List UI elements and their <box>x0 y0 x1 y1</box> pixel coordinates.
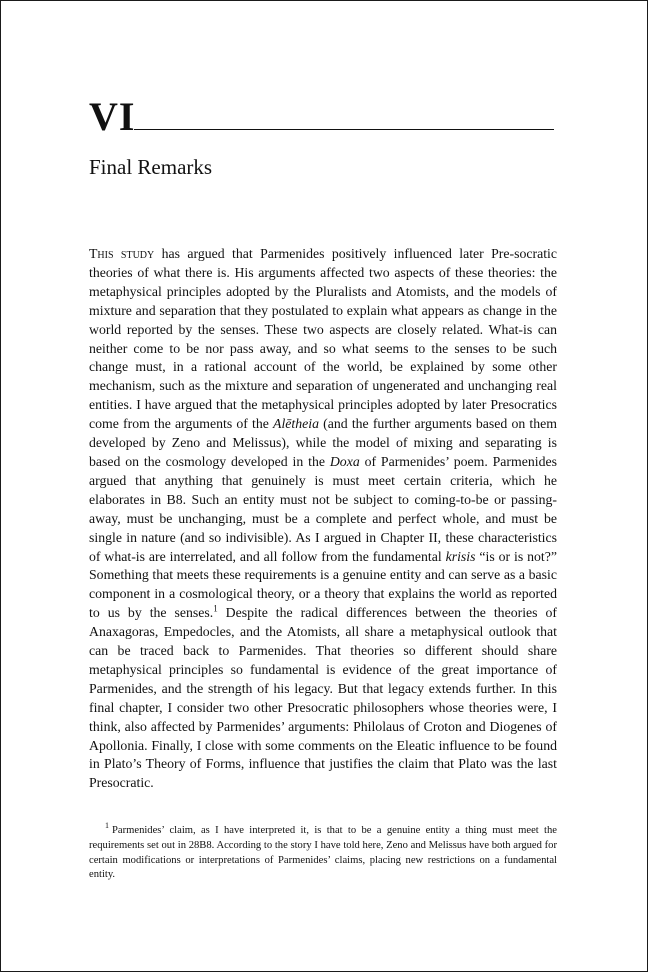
text-segment: “is or is not?” Something that meets these requirements is a genuine entity and can serve as a basic component in a cosmological theory, or a theory that explains the world as reported to us by the senses. <box>89 548 557 621</box>
body-paragraph <box>89 245 557 793</box>
footnote-marker: 1 <box>105 821 109 831</box>
text-segment: (and the further arguments based on them developed by Zeno and Melissus), while the model of mixing and separating is based on the cosmology developed in the <box>89 416 557 469</box>
text-segment: Despite the radical differences between the theories of Anaxagoras, Empedocles, and the Atomists, all share a metaphysical outlook that can be traced back to Parmenides. That theories so different should share metaphysical principles so fundamental is evidence of the great importance of Parmenides, and the strength of his legacy. But that legacy extends further. In this final chapter, I consider two other Presocratic philosophers whose theories were, I think, also affected by Parmenides’ arguments: Philolaus of Croton and Diogenes of Apollonia. Finally, I close with some comments on the Eleatic influence to be found in Plato’s Theory of Forms, influence that justifies the claim that Plato was the last Presocratic. <box>89 605 557 791</box>
chapter-rule <box>134 129 554 130</box>
paragraph <box>89 245 557 793</box>
term-aletheia: Alētheia <box>273 416 320 432</box>
chapter-number: VI <box>89 94 136 139</box>
footnote-reference[interactable]: 1 <box>213 603 218 614</box>
footnote-text: Parmenides’ claim, as I have interpreted it, is that to be a genuine entity a thing must meet the requirements set out in 28B8. According to the story I have told here, Zeno and Melissus have both argued for certain modifications or interpretations of Parmenides’ claims, placing new restrictions on a fundamental entity. <box>89 825 557 881</box>
term-doxa: Doxa <box>329 453 360 469</box>
text-segment: has argued that Parmenides positively influenced later Pre-socratic theories of what there is. His arguments affected two aspects of these theories: the metaphysical principles adopted by the Pluralists and Atomists, and the models of mixture and separation that they postulated to explain what appears as change in the world reported by the senses. These two aspects are closely related. What-is can neither come to be nor pass away, and so what seems to the senses to be such change must, in a rational account of the world, be explained by some other mechanism, such as the mixture and separation of ungenerated and unchanging real entities. I have argued that the metaphysical principles adopted by later Presocratics come from the arguments of the <box>89 246 557 432</box>
lead-small-caps: This study <box>89 246 155 261</box>
term-krisis: krisis <box>445 548 476 564</box>
footnote <box>89 821 557 883</box>
footnote-paragraph <box>89 821 557 883</box>
chapter-title: Final Remarks <box>89 155 213 179</box>
text-segment: of Parmenides’ poem. Parmenides argued that anything that genuinely is must meet certain criteria, which he elaborates in B8. Such an entity must not be subject to coming-to-be or passing-away, must be unchanging, must be a complete and perfect whole, and must be single in nature (and so indivisible). As I argued in Chapter II, these characteristics of what-is are interrelated, and all follow from the fundamental <box>89 453 558 564</box>
